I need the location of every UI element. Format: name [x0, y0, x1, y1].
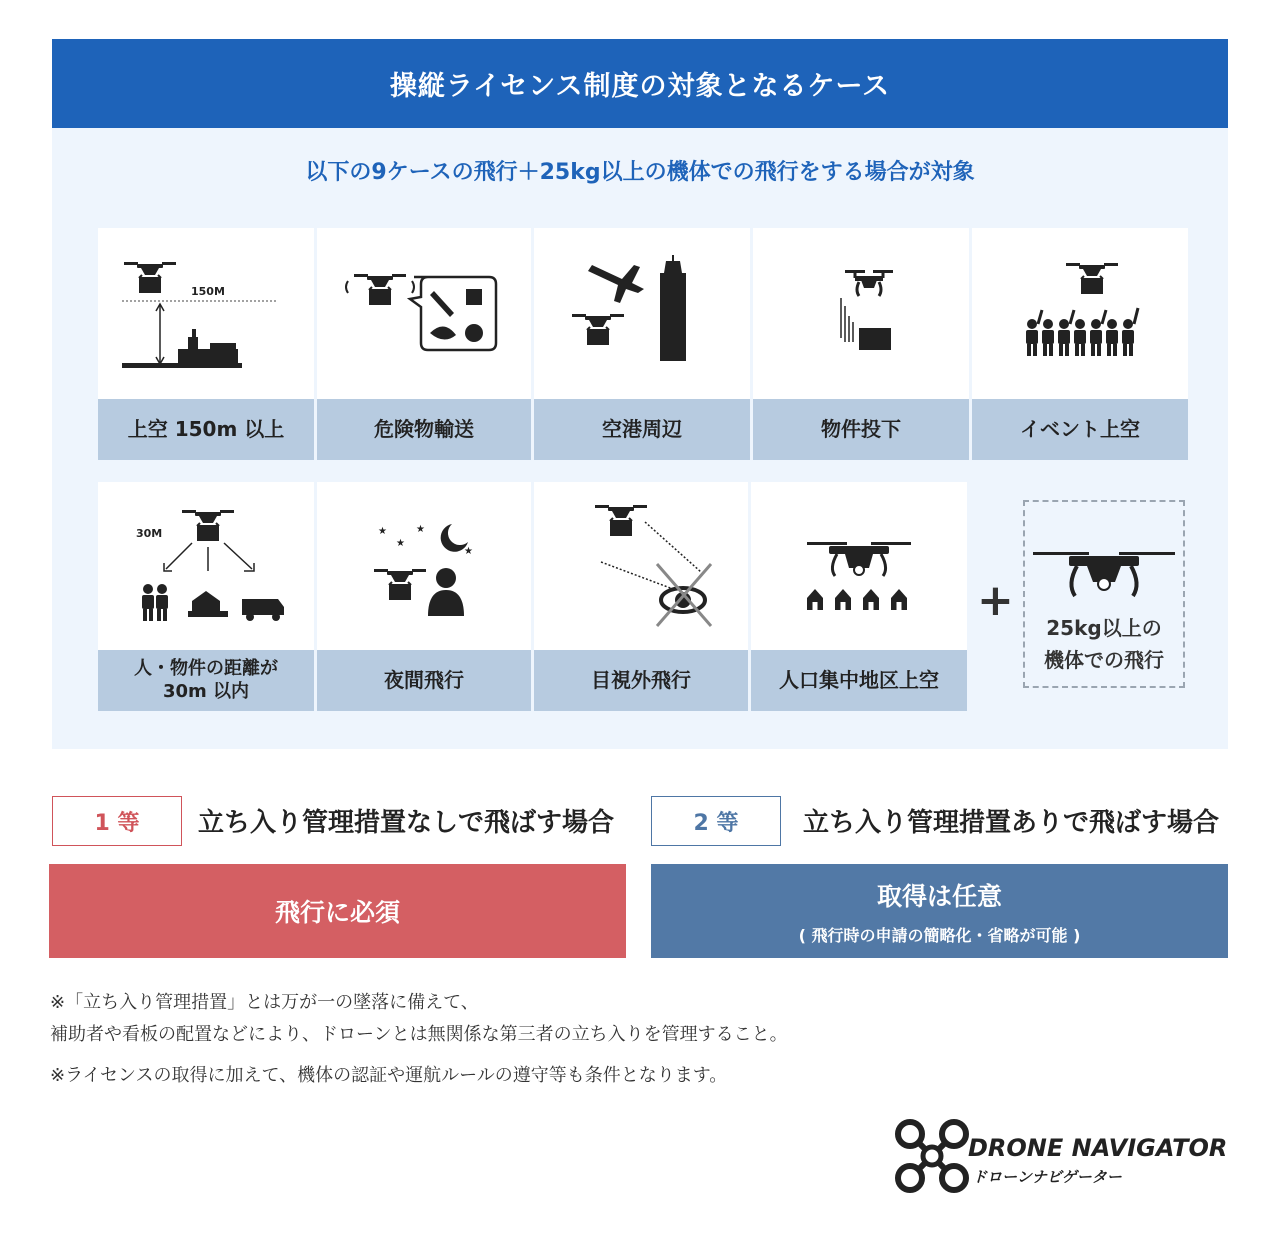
- case-illustration-night: [317, 482, 531, 652]
- case-label-text: 人・物件の距離が 30m 以内: [134, 658, 278, 702]
- class1-condition: 立ち入り管理措置なしで飛ばす場合: [198, 808, 615, 838]
- case-illustration-hazardous: [317, 228, 531, 398]
- case-illustration-airport: [534, 228, 750, 398]
- case-illustration-altitude: [98, 228, 314, 398]
- heavy-drone-box: [1023, 500, 1185, 688]
- svg-text:★: ★: [464, 546, 473, 557]
- case-label: 物件投下: [753, 399, 969, 460]
- case-label: イベント上空: [972, 399, 1188, 460]
- class2-result-text: 取得は任意: [876, 881, 1002, 911]
- drone-navigator-logo: [892, 1116, 1228, 1196]
- note-line: ※「立ち入り管理措置」とは万が一の墜落に備えて、: [50, 992, 479, 1013]
- logo-name: DRONE NAVIGATOR: [968, 1134, 1228, 1162]
- case-card-bvlos: [534, 482, 748, 711]
- logo-kana: ドローンナビゲーター: [972, 1168, 1122, 1186]
- class2-condition: 立ち入り管理措置ありで飛ばす場合: [803, 808, 1220, 838]
- page-title: 操縦ライセンス制度の対象となるケース: [389, 71, 891, 102]
- logo-icon: [892, 1116, 972, 1196]
- plus-sign: +: [977, 575, 1014, 626]
- page-header: [52, 39, 1228, 128]
- class1-result-text: 飛行に必須: [274, 898, 400, 927]
- class2-result: [651, 864, 1228, 958]
- distance-label: 30M: [136, 527, 163, 540]
- case-card-night: [317, 482, 531, 711]
- case-card-distance: [98, 482, 314, 711]
- svg-text:★: ★: [416, 524, 425, 535]
- svg-text:★: ★: [378, 526, 387, 537]
- case-card-hazardous: [317, 228, 531, 460]
- note-line: ※ライセンスの取得に加えて、機体の認証や運航ルールの遵守等も条件となります。: [50, 1065, 728, 1086]
- heavy-drone-label: 25kg以上の 機体での飛行: [1044, 616, 1164, 672]
- altitude-label: 150M: [191, 285, 225, 298]
- case-label: 夜間飛行: [317, 650, 531, 711]
- case-card-altitude: [98, 228, 314, 460]
- case-card-drop: [753, 228, 969, 460]
- case-card-event: [972, 228, 1188, 460]
- case-label: [98, 650, 314, 711]
- class1-badge: 1 等: [52, 796, 182, 846]
- case-card-airport: [534, 228, 750, 460]
- case-label: 空港周辺: [534, 399, 750, 460]
- case-label: 上空 150m 以上: [98, 399, 314, 460]
- case-illustration-event: [972, 228, 1188, 398]
- cases-subtitle: 以下の9ケースの飛行＋25kg以上の機体での飛行をする場合が対象: [305, 160, 975, 185]
- case-illustration-bvlos: [534, 482, 748, 652]
- case-label: 人口集中地区上空: [751, 650, 967, 711]
- note-line: 補助者や看板の配置などにより、ドローンとは無関係な第三者の立ち入りを管理すること。: [50, 1024, 788, 1045]
- case-illustration-drop: [753, 228, 969, 398]
- class2-result-sub: ( 飛行時の申請の簡略化・省略が可能 ): [798, 925, 1081, 945]
- svg-text:★: ★: [396, 538, 405, 549]
- case-label: 危険物輸送: [317, 399, 531, 460]
- case-label: 目視外飛行: [534, 650, 748, 711]
- case-card-dense: [751, 482, 967, 711]
- class2-badge: 2 等: [651, 796, 781, 846]
- case-illustration-distance: [98, 482, 314, 652]
- case-illustration-dense: [751, 482, 967, 652]
- class1-result: [49, 864, 626, 958]
